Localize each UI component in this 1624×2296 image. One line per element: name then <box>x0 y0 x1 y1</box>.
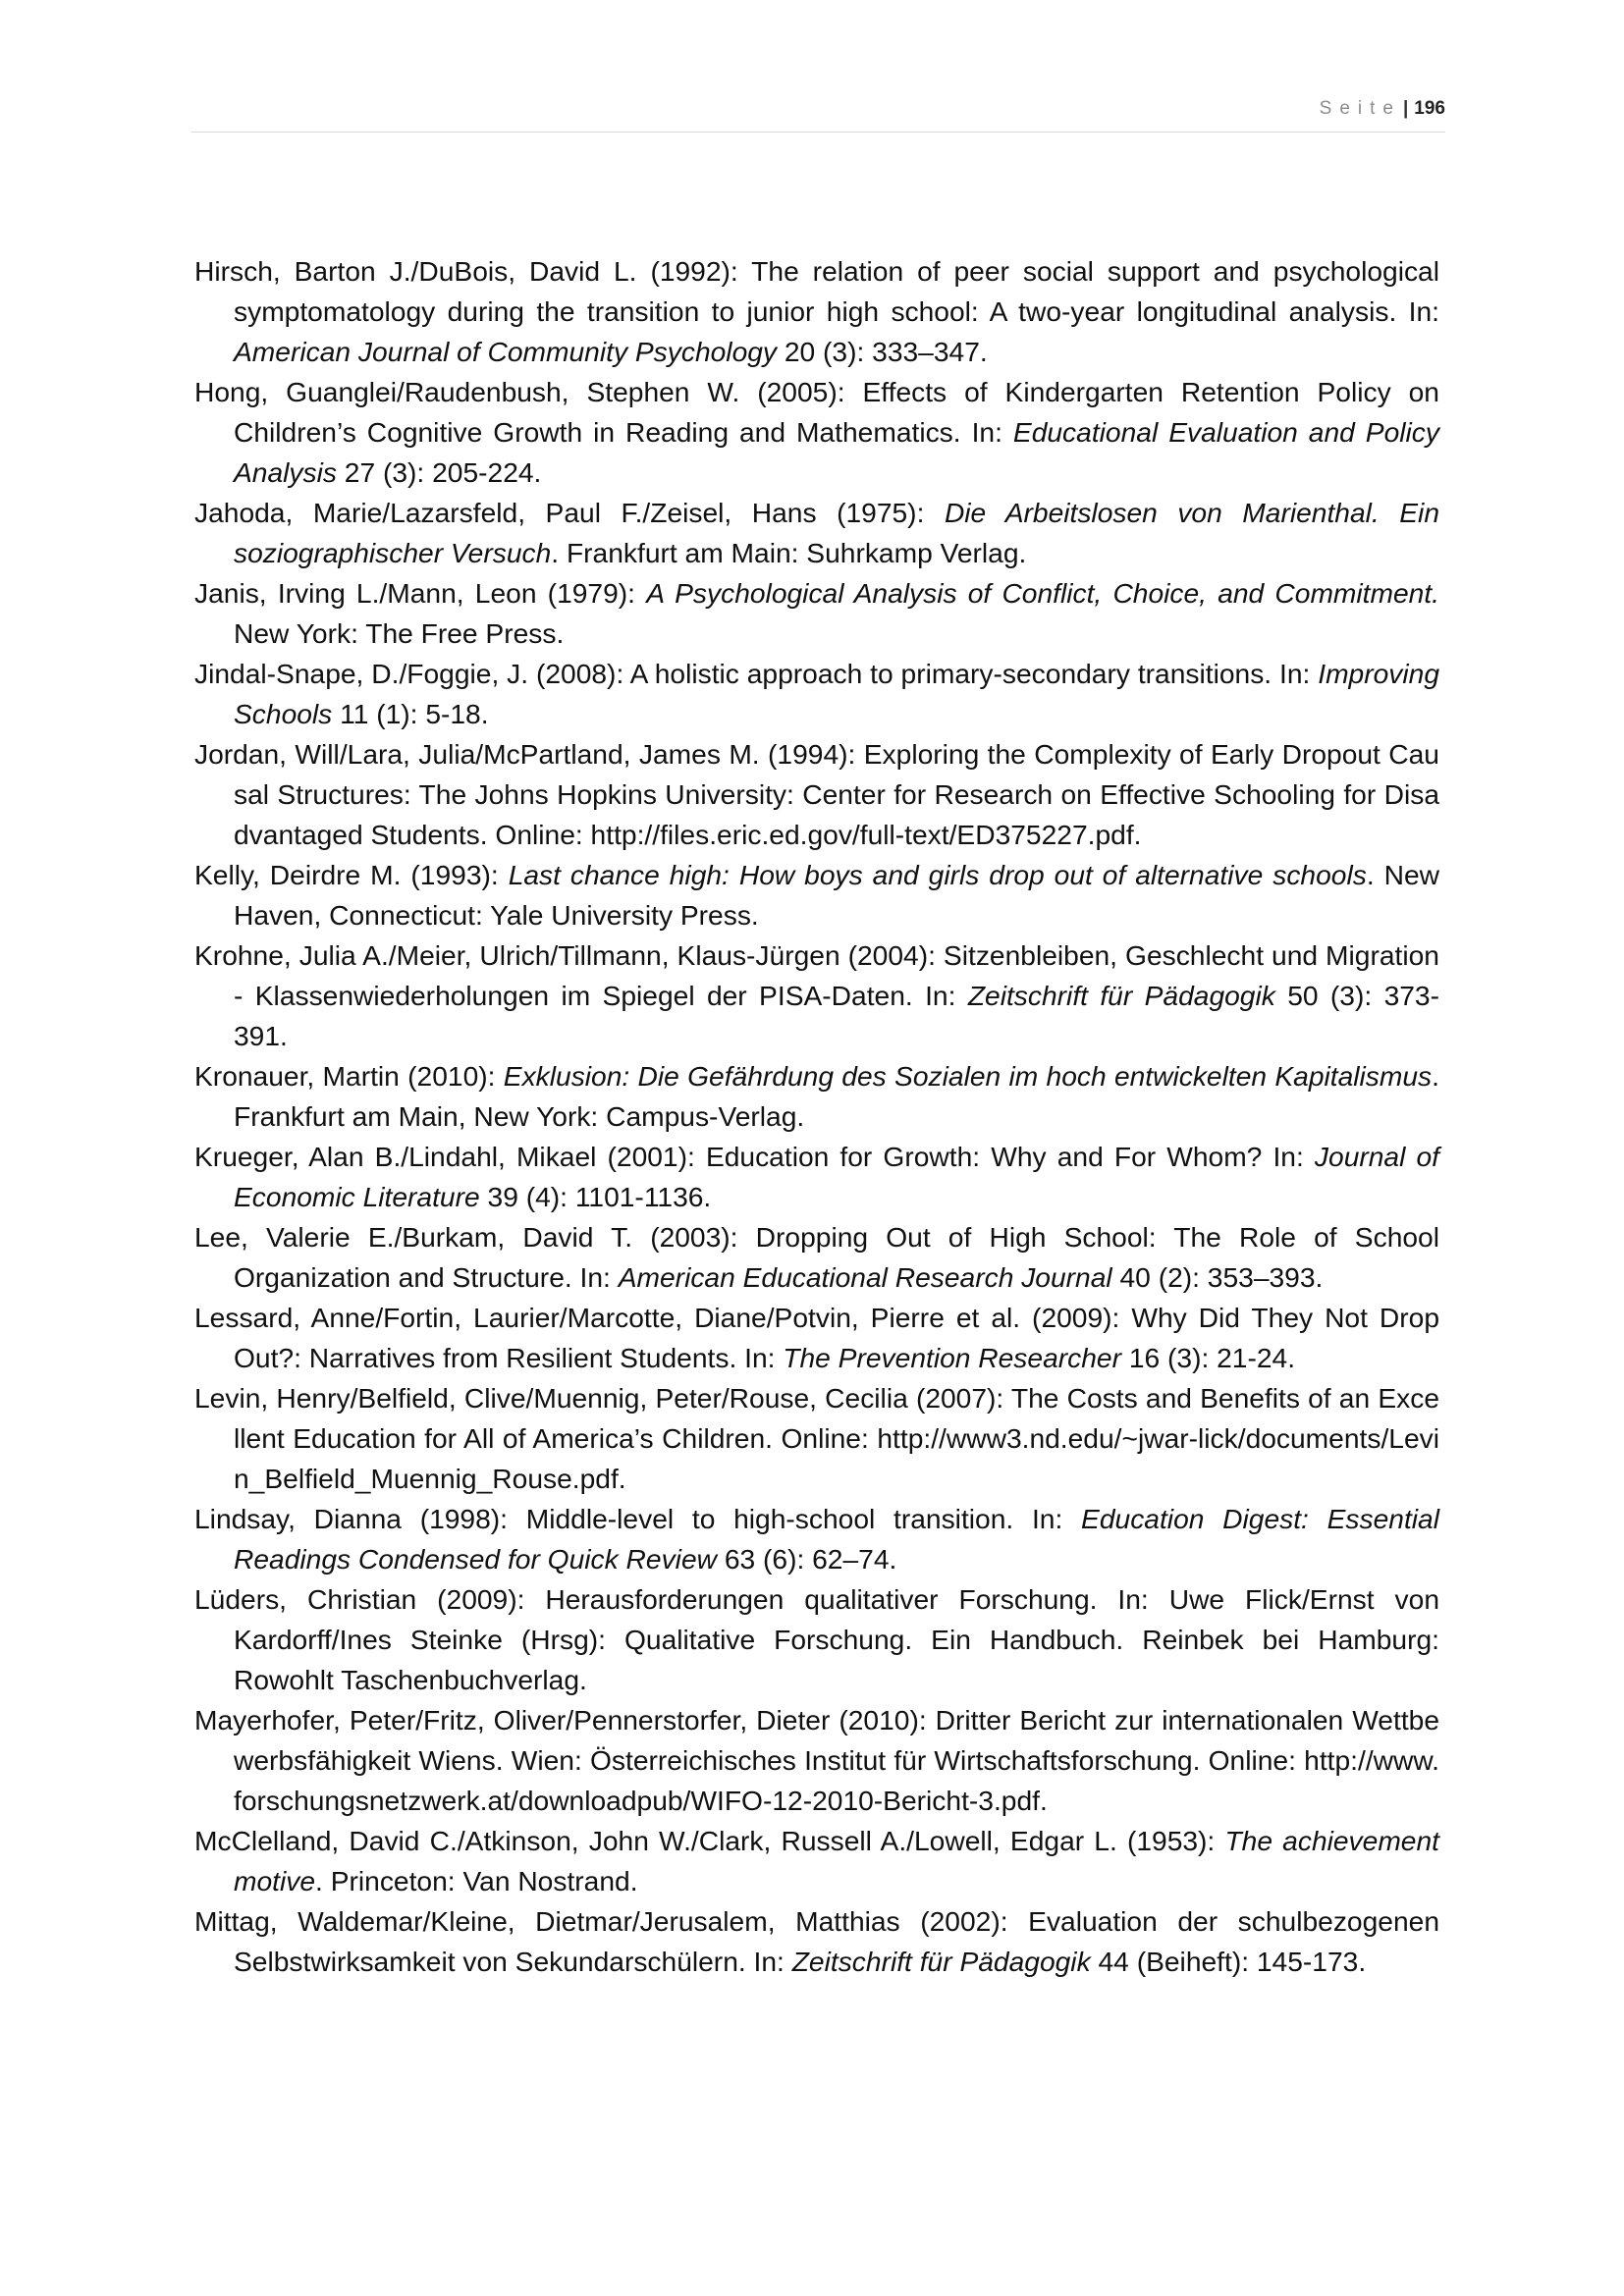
reference-details: New York: The Free Press. <box>234 617 565 649</box>
reference-entry <box>194 493 1439 573</box>
reference-text: Mittag, Waldemar/Kleine, Dietmar/Jerusalem, Matthias (2002): Evaluation der schulbezogenen Selbstwirksamkeit von Sekundarschülern. In: <box>194 1905 1439 1977</box>
reference-title: Zeitschrift für Pädagogik <box>791 1946 1091 1977</box>
reference-entry <box>194 1298 1439 1378</box>
reference-title: Improving Schools <box>234 658 1439 729</box>
reference-text: Lindsay, Dianna (1998): Middle-level to high-school transition. In: <box>194 1503 1082 1534</box>
reference-entry <box>194 372 1439 493</box>
reference-title: Zeitschrift für Pädagogik <box>967 980 1275 1011</box>
reference-details: 16 (3): 21-24. <box>1120 1342 1296 1373</box>
reference-text: McClelland, David C./Atkinson, John W./Clark, Russell A./Lowell, Edgar L. (1953): <box>194 1825 1225 1856</box>
page-label <box>1320 98 1445 120</box>
reference-entry <box>194 1056 1439 1137</box>
reference-entry <box>194 1378 1439 1499</box>
reference-text: Hirsch, Barton J./DuBois, David L. (1992): The relation of peer social support and psychological symptomatology during the transition to junior high school: A two-year longitudinal analysis. In: <box>194 255 1439 327</box>
reference-details: 11 (1): 5-18. <box>332 698 489 729</box>
reference-text: Janis, Irving L./Mann, Leon (1979): <box>194 577 647 609</box>
reference-details: 50 (3): 373-391. <box>234 980 1439 1051</box>
reference-title: Educational Evaluation and Policy Analysis <box>234 416 1439 488</box>
reference-text: Levin, Henry/Belfield, Clive/Muennig, Peter/Rouse, Cecilia (2007): The Costs and Benefits of an Excellent Education for All of America’s Children. Online: http://www3.nd.edu/~jwar-lick/documents/Levin_Belfield_Muennig_Rouse.pdf. <box>194 1382 1439 1494</box>
reference-entry <box>194 654 1439 734</box>
reference-details: 44 (Beiheft): 145-173. <box>1090 1946 1367 1977</box>
reference-details: 39 (4): 1101-1136. <box>479 1181 712 1212</box>
reference-details: 63 (6): 62–74. <box>716 1543 897 1575</box>
reference-text: Krueger, Alan B./Lindahl, Mikael (2001): Education for Growth: Why and For Whom? In: <box>194 1141 1315 1172</box>
reference-title: Journal of Economic Literature <box>234 1141 1439 1212</box>
reference-entry <box>194 935 1439 1056</box>
reference-text: Kelly, Deirdre M. (1993): <box>194 859 509 890</box>
page-number: 196 <box>1414 98 1445 119</box>
reference-entry <box>194 1499 1439 1579</box>
reference-entry <box>194 251 1439 372</box>
header-separator: | <box>1402 98 1409 119</box>
reference-entry <box>194 855 1439 935</box>
reference-entry <box>194 573 1439 654</box>
reference-text: Lüders, Christian (2009): Herausforderungen qualitativer Forschung. In: Uwe Flick/Ernst von Kardorff/Ines Steinke (Hrsg): Qualitative Forschung. Ein Handbuch. Reinbek bei Hamburg: Rowohlt Taschenbuchverlag. <box>194 1583 1439 1695</box>
reference-text: Kronauer, Martin (2010): <box>194 1060 504 1092</box>
reference-entry <box>194 1700 1439 1821</box>
reference-title: Die Arbeitslosen von Marienthal. Ein soziographischer Versuch <box>234 497 1439 568</box>
reference-details: . Princeton: Van Nostrand. <box>315 1865 638 1896</box>
reference-details: 27 (3): 205-224. <box>336 456 542 488</box>
reference-title: Exklusion: Die Gefährdung des Sozialen im hoch entwickelten Kapitalismus <box>503 1060 1433 1092</box>
reference-text: Krohne, Julia A./Meier, Ulrich/Tillmann, Klaus-Jürgen (2004): Sitzenbleiben, Geschlecht und Migration - Klassenwiederholungen im Spiegel der PISA-Daten. In: <box>194 939 1439 1011</box>
reference-title: American Educational Research Journal <box>618 1261 1112 1293</box>
reference-details: 40 (2): 353–393. <box>1111 1261 1324 1293</box>
reference-title: Education Digest: Essential Readings Condensed for Quick Review <box>234 1503 1439 1575</box>
reference-text: Jindal-Snape, D./Foggie, J. (2008): A holistic approach to primary-secondary transitions. In: <box>194 658 1319 689</box>
reference-list <box>194 251 1439 1982</box>
reference-details: . Frankfurt am Main, New York: Campus-Verlag. <box>234 1060 1439 1132</box>
reference-details: 20 (3): 333–347. <box>777 336 988 367</box>
reference-title: American Journal of Community Psychology <box>234 336 778 367</box>
reference-title: The achievement motive <box>234 1825 1439 1896</box>
reference-title: Last chance high: How boys and girls drop out of alternative schools <box>508 859 1367 890</box>
reference-entry <box>194 1821 1439 1901</box>
reference-title: The Prevention Researcher <box>783 1342 1121 1373</box>
reference-entry <box>194 734 1439 855</box>
reference-entry <box>194 1137 1439 1217</box>
reference-text: Hong, Guanglei/Raudenbush, Stephen W. (2005): Effects of Kindergarten Retention Policy on Children’s Cognitive Growth in Reading and Mathematics. In: <box>194 376 1439 448</box>
reference-text: Mayerhofer, Peter/Fritz, Oliver/Pennerstorfer, Dieter (2010): Dritter Bericht zur internationalen Wettbewerbsfähigkeit Wiens. Wien: Österreichisches Institut für Wirtschaftsforschung. Online: http://www.forschungsnetzwerk.at/downloadpub/WIFO-12-2010-Bericht-3.pdf. <box>194 1704 1439 1816</box>
reference-entry <box>194 1579 1439 1700</box>
reference-text: Lee, Valerie E./Burkam, David T. (2003): Dropping Out of High School: The Role of School Organization and Structure. In: <box>194 1221 1439 1293</box>
reference-entry <box>194 1901 1439 1982</box>
reference-details: . Frankfurt am Main: Suhrkamp Verlag. <box>551 537 1027 568</box>
reference-text: Jordan, Will/Lara, Julia/McPartland, James M. (1994): Exploring the Complexity of Early Dropout Causal Structures: The Johns Hopkins University: Center for Research on Effective Schooling for Disadvantaged Students. Online: http://files.eric.ed.gov/full-text/ED375227.pdf. <box>194 738 1439 850</box>
reference-title: A Psychological Analysis of Conflict, Choice, and Commitment. <box>646 577 1439 609</box>
reference-details: . New Haven, Connecticut: Yale University Press. <box>234 859 1439 931</box>
reference-text: Lessard, Anne/Fortin, Laurier/Marcotte, Diane/Potvin, Pierre et al. (2009): Why Did They Not Drop Out?: Narratives from Resilient Students. In: <box>194 1302 1439 1373</box>
seite-label: Seite <box>1319 98 1401 119</box>
page-header <box>191 94 1445 133</box>
reference-text: Jahoda, Marie/Lazarsfeld, Paul F./Zeisel, Hans (1975): <box>194 497 945 528</box>
reference-entry <box>194 1217 1439 1298</box>
